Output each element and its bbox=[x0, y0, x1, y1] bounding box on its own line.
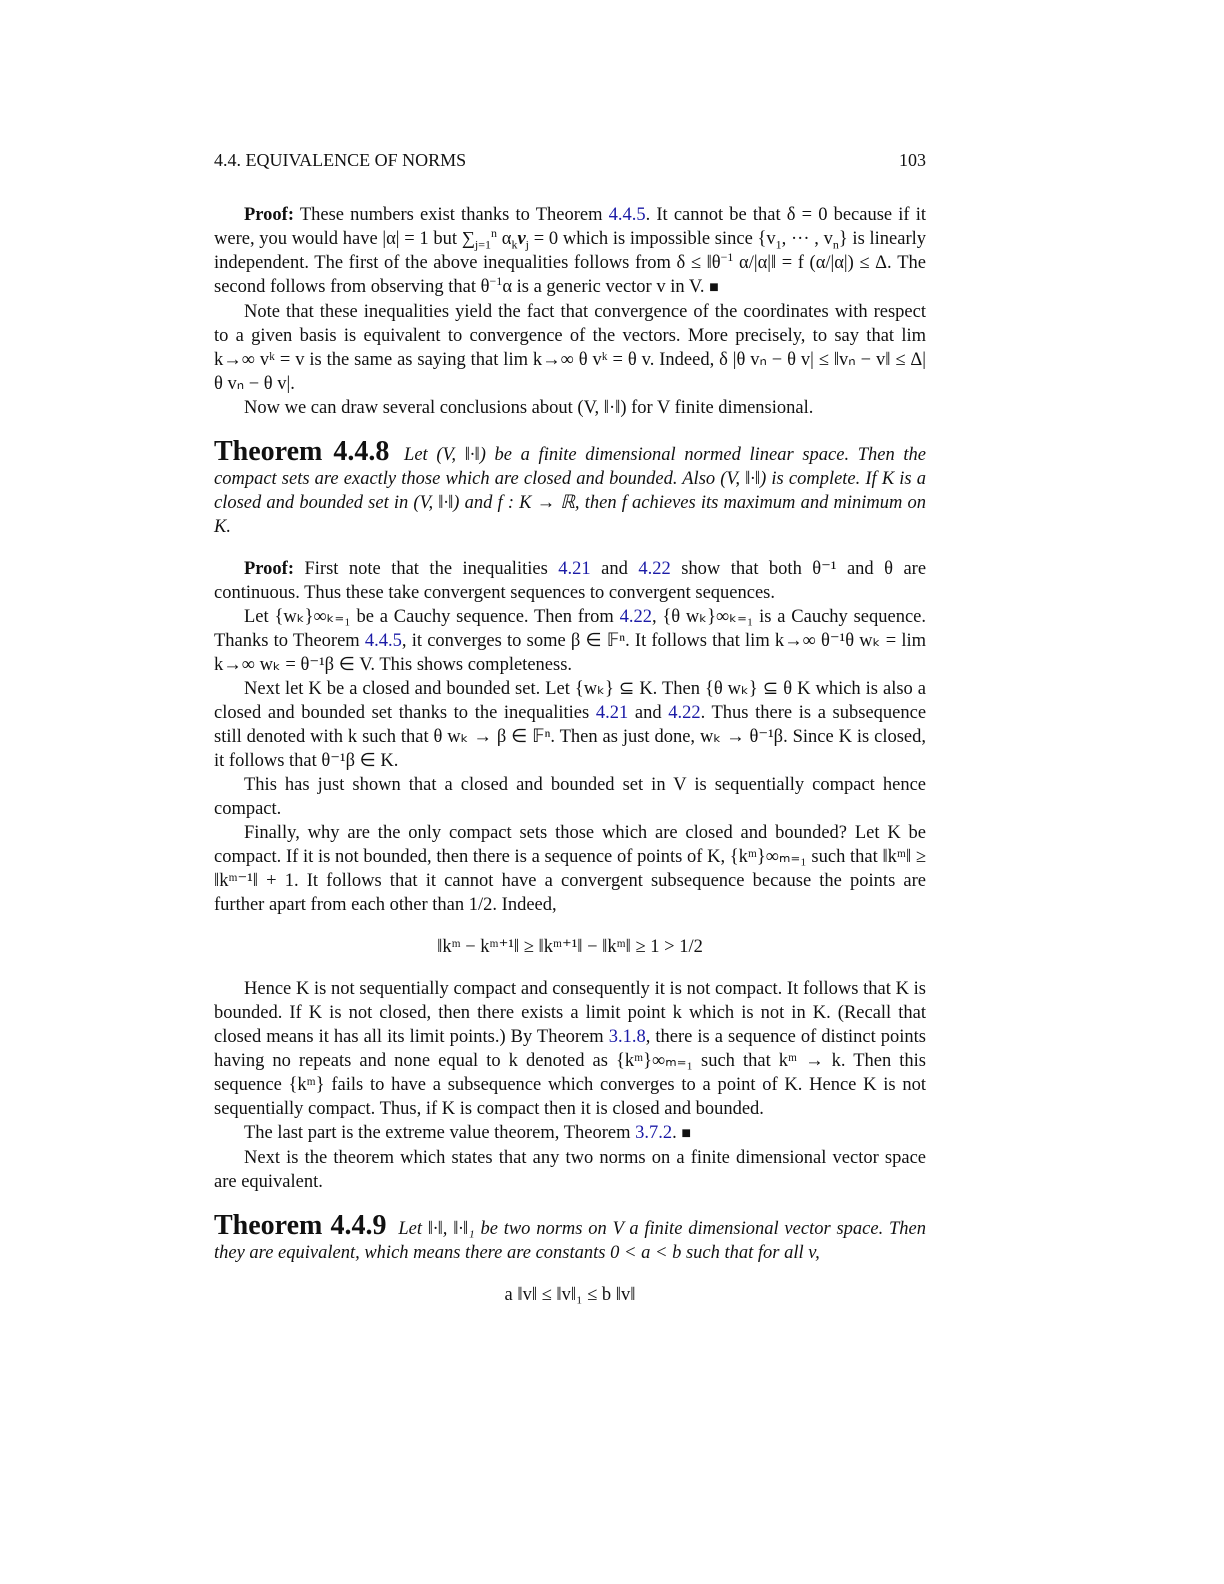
qed-mark: ■ bbox=[709, 279, 719, 296]
next-paragraph: Next is the theorem which states that any two norms on a finite dimensional vector space are equivalent. bbox=[214, 1148, 926, 1192]
proof-text: The last part is the extreme value theorem, Theorem bbox=[244, 1123, 631, 1143]
ref-eq-4-22[interactable]: 4.22 bbox=[619, 607, 652, 627]
proof-text: , there is a sequence of distinct points having no repeats and none equal to k denoted as {kᵐ}∞ₘ₌₁ such that kᵐ → k. Then this sequence {kᵐ} fails to have a subsequence which converges to a point of K. Hence K is not sequentially compact. Thus, if K is compact then it is closed and bounded. bbox=[214, 1027, 926, 1119]
proof-text: These numbers exist thanks to Theorem bbox=[299, 205, 603, 225]
theorem-statement: Let (V, ‖·‖) be a finite dimensional normed linear space. Then the compact sets are exactly those which are closed and bounded. Also (V, ‖·‖) is complete. If K is a closed and bounded set in (V, ‖·‖) and f : K → ℝ, then f achieves its maximum and minimum on K. bbox=[214, 445, 926, 537]
ref-eq-4-21[interactable]: 4.21 bbox=[558, 559, 591, 579]
proof-text: . It cannot be that δ = 0 because if it were, you would have |α| = 1 but ∑ bbox=[214, 205, 926, 249]
proof-text: α bbox=[497, 229, 512, 249]
display-inequality: ‖kᵐ − kᵐ⁺¹‖ ≥ ‖kᵐ⁺¹‖ − ‖kᵐ‖ ≥ 1 > 1/2 bbox=[437, 937, 703, 957]
proof-text: , ··· , v bbox=[781, 229, 833, 249]
proof-paragraph-2 bbox=[214, 557, 926, 605]
note-paragraph: Note that these inequalities yield the fact that convergence of the coordinates with respect to a given basis is equivalent to convergence of the vectors. More precisely, to say that lim k→∞ vᵏ = v is the same as saying that lim k→∞ θ vᵏ = θ v. Indeed, δ |θ vₙ − θ v| ≤ ‖vₙ − v‖ ≤ Δ|θ vₙ − θ v|. bbox=[214, 302, 926, 394]
proof-text: v bbox=[517, 229, 526, 249]
conclusions-paragraph: Now we can draw several conclusions about (V, ‖·‖) for V finite dimensional. bbox=[244, 398, 814, 418]
theorem-4-4-8 bbox=[214, 436, 926, 539]
cauchy-paragraph bbox=[214, 605, 926, 677]
page-number: 103 bbox=[899, 150, 926, 170]
display-norm-equivalence: a ‖v‖ ≤ ‖v‖₁ ≤ b ‖v‖ bbox=[504, 1285, 636, 1305]
running-header bbox=[214, 148, 926, 172]
ref-theorem-3-7-2[interactable]: 3.7.2 bbox=[635, 1123, 673, 1143]
theorem-label: Theorem 4.4.9 bbox=[214, 1210, 387, 1241]
proof-text: Next let K be a closed and bounded set. Let {wₖ} ⊆ K. Then {θ wₖ} ⊆ θ K which is also a closed and bounded set thanks to the inequalities bbox=[214, 679, 926, 723]
ref-eq-4-22[interactable]: 4.22 bbox=[638, 559, 671, 579]
proof-text: } is linearly independent. The first of the above inequalities follows from δ ≤ ‖θ bbox=[214, 229, 927, 273]
qed-mark: ■ bbox=[681, 1125, 692, 1142]
last-part-paragraph bbox=[214, 1121, 926, 1146]
proof-text: Let {wₖ}∞ₖ₌₁ be a Cauchy sequence. Then from bbox=[244, 607, 614, 627]
proof-text: α is a generic vector v in V. bbox=[502, 277, 705, 297]
proof-label: Proof: bbox=[244, 205, 294, 225]
ref-eq-4-21[interactable]: 4.21 bbox=[595, 703, 629, 723]
hence-paragraph bbox=[214, 977, 926, 1121]
ref-theorem-4-4-5[interactable]: 4.4.5 bbox=[608, 205, 646, 225]
theorem-4-4-9 bbox=[214, 1210, 926, 1265]
proof-text: = 0 which is impossible since {v bbox=[529, 229, 776, 249]
proof-label: Proof: bbox=[244, 559, 294, 579]
finally-paragraph: Finally, why are the only compact sets those which are closed and bounded? Let K be compact. If it is not bounded, then there is a sequence of points of K, {kᵐ}∞ₘ₌₁ such that ‖kᵐ‖ ≥ ‖kᵐ⁻¹‖ + 1. It follows that it cannot have a convergent subsequence because the points are further apart from each other than 1/2. Indeed, bbox=[214, 823, 926, 915]
ref-eq-4-22[interactable]: 4.22 bbox=[668, 703, 701, 723]
ref-theorem-3-1-8[interactable]: 3.1.8 bbox=[608, 1027, 646, 1047]
ref-theorem-4-4-5[interactable]: 4.4.5 bbox=[364, 631, 402, 651]
proof-text: First note that the inequalities bbox=[304, 559, 548, 579]
proof-text: . Thus there is a subsequence still denoted with k such that θ wₖ → β ∈ 𝔽ⁿ. Then as just done, wₖ → θ⁻¹β. Since K is closed, it follows that θ⁻¹β ∈ K. bbox=[214, 703, 927, 771]
proof-text: α/|α|‖ = f (α/|α|) ≤ Δ. The second follows from observing that θ bbox=[214, 253, 926, 297]
closed-bounded-paragraph bbox=[214, 677, 926, 773]
proof-text: show that both θ⁻¹ and θ are continuous. Thus these take convergent sequences to convergent sequences. bbox=[214, 559, 927, 603]
proof-text: Hence K is not sequentially compact and consequently it is not compact. It follows that K is bounded. If K is not closed, then there exists a limit point k which is not in K. (Recall that closed means it has all its limit points.) By Theorem bbox=[214, 979, 926, 1047]
proof-text: , {θ wₖ}∞ₖ₌₁ is a Cauchy sequence. Thanks to Theorem bbox=[214, 607, 927, 651]
section-title: 4.4. EQUIVALENCE OF NORMS bbox=[214, 150, 467, 170]
proof-text: , it converges to some β ∈ 𝔽ⁿ. It follows that lim k→∞ θ⁻¹θ wₖ = lim k→∞ wₖ = θ⁻¹β ∈ V. This shows completeness. bbox=[214, 631, 927, 675]
proof-paragraph-1: Proof: These numbers exist thanks to Theorem 4.4.5. It cannot be that δ = 0 because if it were, you would have |α| = 1 but $\sum_{j=1}^n$ $\alpha_kv_j = 0$ which is impossible since {$v_1$, ··· , $v_n$} is linearly independent. The first of the above inequalities follows from $\delta \le ‖\theta^{-1}$ α/|α|‖ = f (α/|α|) ≤ Δ. The second follows from observing that $\theta^{-1}\alpha$ is a generic vector v in V. ■ bbox=[214, 205, 927, 297]
theorem-statement: Let ‖·‖, ‖·‖₁ be two norms on V a finite dimensional vector space. Then they are equivalent, which means there are constants 0 < a < b such that for all v, bbox=[214, 1219, 926, 1263]
page-body bbox=[214, 203, 926, 1325]
compact-paragraph: This has just shown that a closed and bounded set in V is sequentially compact hence compact. bbox=[214, 775, 926, 819]
proof-text: and bbox=[601, 559, 628, 579]
proof-text: and bbox=[634, 703, 662, 723]
theorem-label: Theorem 4.4.8 bbox=[214, 436, 390, 467]
proof-text: . bbox=[672, 1123, 677, 1143]
